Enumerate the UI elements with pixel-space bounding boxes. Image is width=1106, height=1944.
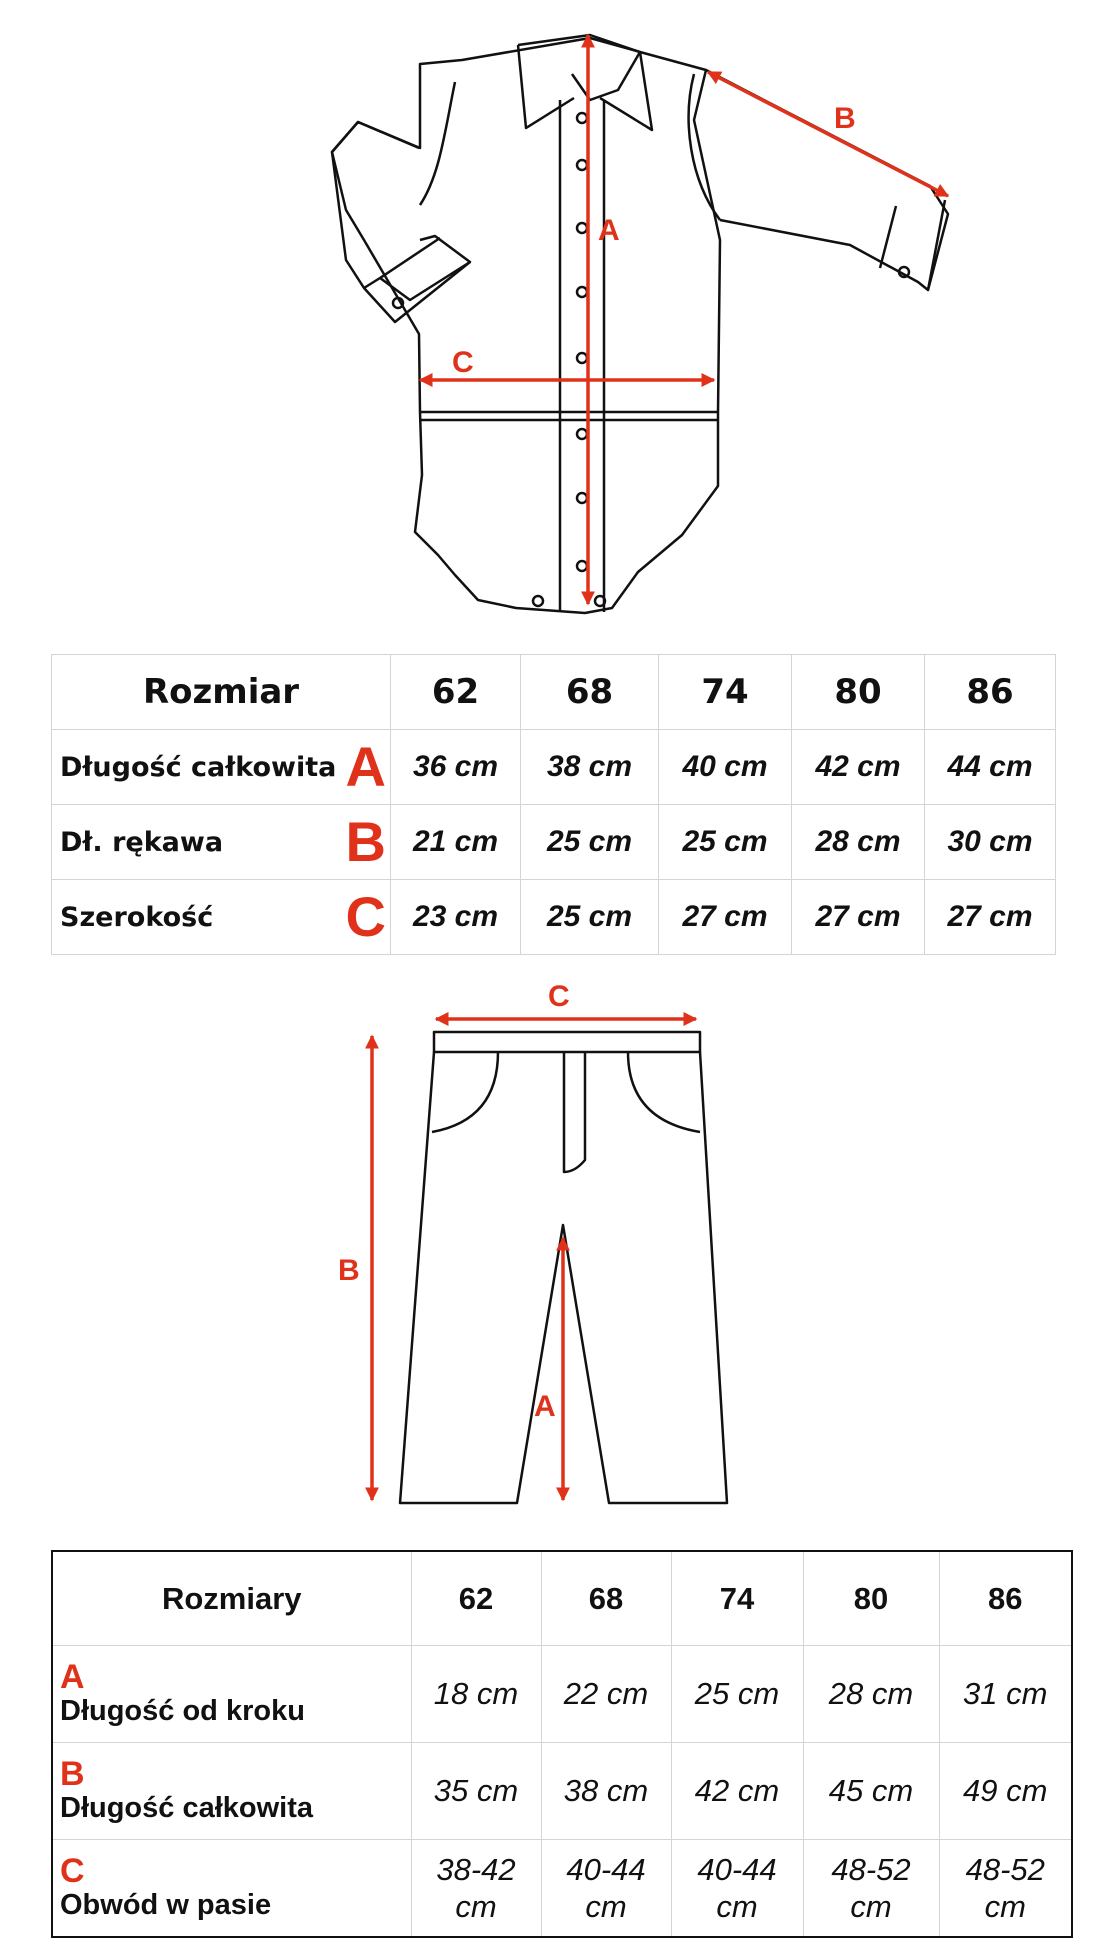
- table-cell: 38-42 cm: [411, 1840, 541, 1938]
- table-cell: 35 cm: [411, 1743, 541, 1840]
- row-letter: A: [60, 1658, 85, 1697]
- table-row: [52, 1646, 1072, 1743]
- row-label: [52, 1840, 411, 1938]
- header-size: 74: [671, 1551, 803, 1646]
- bodysuit-label-a: A: [598, 214, 620, 247]
- table-row: [52, 880, 1056, 955]
- table-cell: 40-44 cm: [541, 1840, 671, 1938]
- row-name: Szerokość: [60, 901, 214, 933]
- row-name: Długość od kroku: [60, 1694, 305, 1727]
- row-letter: A: [345, 735, 386, 798]
- row-name: Długość całkowita: [60, 751, 337, 783]
- trousers-arrows: [372, 1019, 696, 1500]
- header-label: Rozmiary: [52, 1551, 411, 1646]
- table-cell: 25 cm: [521, 880, 659, 955]
- header-size: 68: [521, 655, 659, 730]
- header-size: 80: [803, 1551, 939, 1646]
- table-row: [52, 805, 1056, 880]
- table-cell: 27 cm: [925, 880, 1056, 955]
- bodysuit-arrows: [420, 35, 948, 604]
- table-cell: 44 cm: [925, 730, 1056, 805]
- table-header-row: [52, 1551, 1072, 1646]
- table-cell: 28 cm: [803, 1646, 939, 1743]
- table-cell: 49 cm: [939, 1743, 1072, 1840]
- table-cell: 38 cm: [541, 1743, 671, 1840]
- table-cell: 23 cm: [391, 880, 521, 955]
- table-cell: 27 cm: [659, 880, 792, 955]
- table-cell: 30 cm: [925, 805, 1056, 880]
- table-cell: 48-52 cm: [939, 1840, 1072, 1938]
- header-size: 62: [391, 655, 521, 730]
- header-size: 68: [541, 1551, 671, 1646]
- bodysuit-size-table: [51, 654, 1056, 955]
- header-size: 62: [411, 1551, 541, 1646]
- trousers-label-a: A: [534, 1390, 556, 1423]
- row-label: [52, 805, 391, 880]
- table-cell: 31 cm: [939, 1646, 1072, 1743]
- row-name: Dł. rękawa: [60, 826, 224, 858]
- header-size: 80: [792, 655, 925, 730]
- header-size: 86: [925, 655, 1056, 730]
- header-label: Rozmiar: [52, 655, 391, 730]
- table-cell: 25 cm: [659, 805, 792, 880]
- trousers-size-table: [51, 1550, 1073, 1938]
- header-size: 86: [939, 1551, 1072, 1646]
- row-letter: B: [345, 810, 386, 873]
- table-cell: 21 cm: [391, 805, 521, 880]
- table-cell: 38 cm: [521, 730, 659, 805]
- table-cell: 48-52 cm: [803, 1840, 939, 1938]
- table-cell: 18 cm: [411, 1646, 541, 1743]
- row-label: [52, 1646, 411, 1743]
- table-header-row: [52, 655, 1056, 730]
- trousers-label-b: B: [338, 1254, 360, 1287]
- table-cell: 27 cm: [792, 880, 925, 955]
- table-cell: 45 cm: [803, 1743, 939, 1840]
- table-cell: 42 cm: [671, 1743, 803, 1840]
- bodysuit-diagram: [0, 0, 1106, 640]
- trousers-label-c: C: [548, 980, 570, 1013]
- table-cell: 42 cm: [792, 730, 925, 805]
- row-letter: C: [60, 1852, 85, 1891]
- row-label: [52, 880, 391, 955]
- row-letter: B: [60, 1755, 85, 1794]
- bodysuit-label-b: B: [834, 102, 856, 135]
- header-size: 74: [659, 655, 792, 730]
- row-label: [52, 1743, 411, 1840]
- table-cell: 40-44 cm: [671, 1840, 803, 1938]
- row-label: [52, 730, 391, 805]
- table-cell: 22 cm: [541, 1646, 671, 1743]
- row-name: Długość całkowita: [60, 1791, 314, 1824]
- bodysuit-label-c: C: [452, 346, 474, 379]
- table-cell: 40 cm: [659, 730, 792, 805]
- table-cell: 36 cm: [391, 730, 521, 805]
- table-cell: 28 cm: [792, 805, 925, 880]
- table-row: [52, 1743, 1072, 1840]
- table-row: [52, 1840, 1072, 1938]
- row-letter: C: [345, 885, 386, 948]
- table-row: [52, 730, 1056, 805]
- trousers-diagram: [0, 970, 1106, 1530]
- row-name: Obwód w pasie: [60, 1888, 272, 1921]
- table-cell: 25 cm: [521, 805, 659, 880]
- table-cell: 25 cm: [671, 1646, 803, 1743]
